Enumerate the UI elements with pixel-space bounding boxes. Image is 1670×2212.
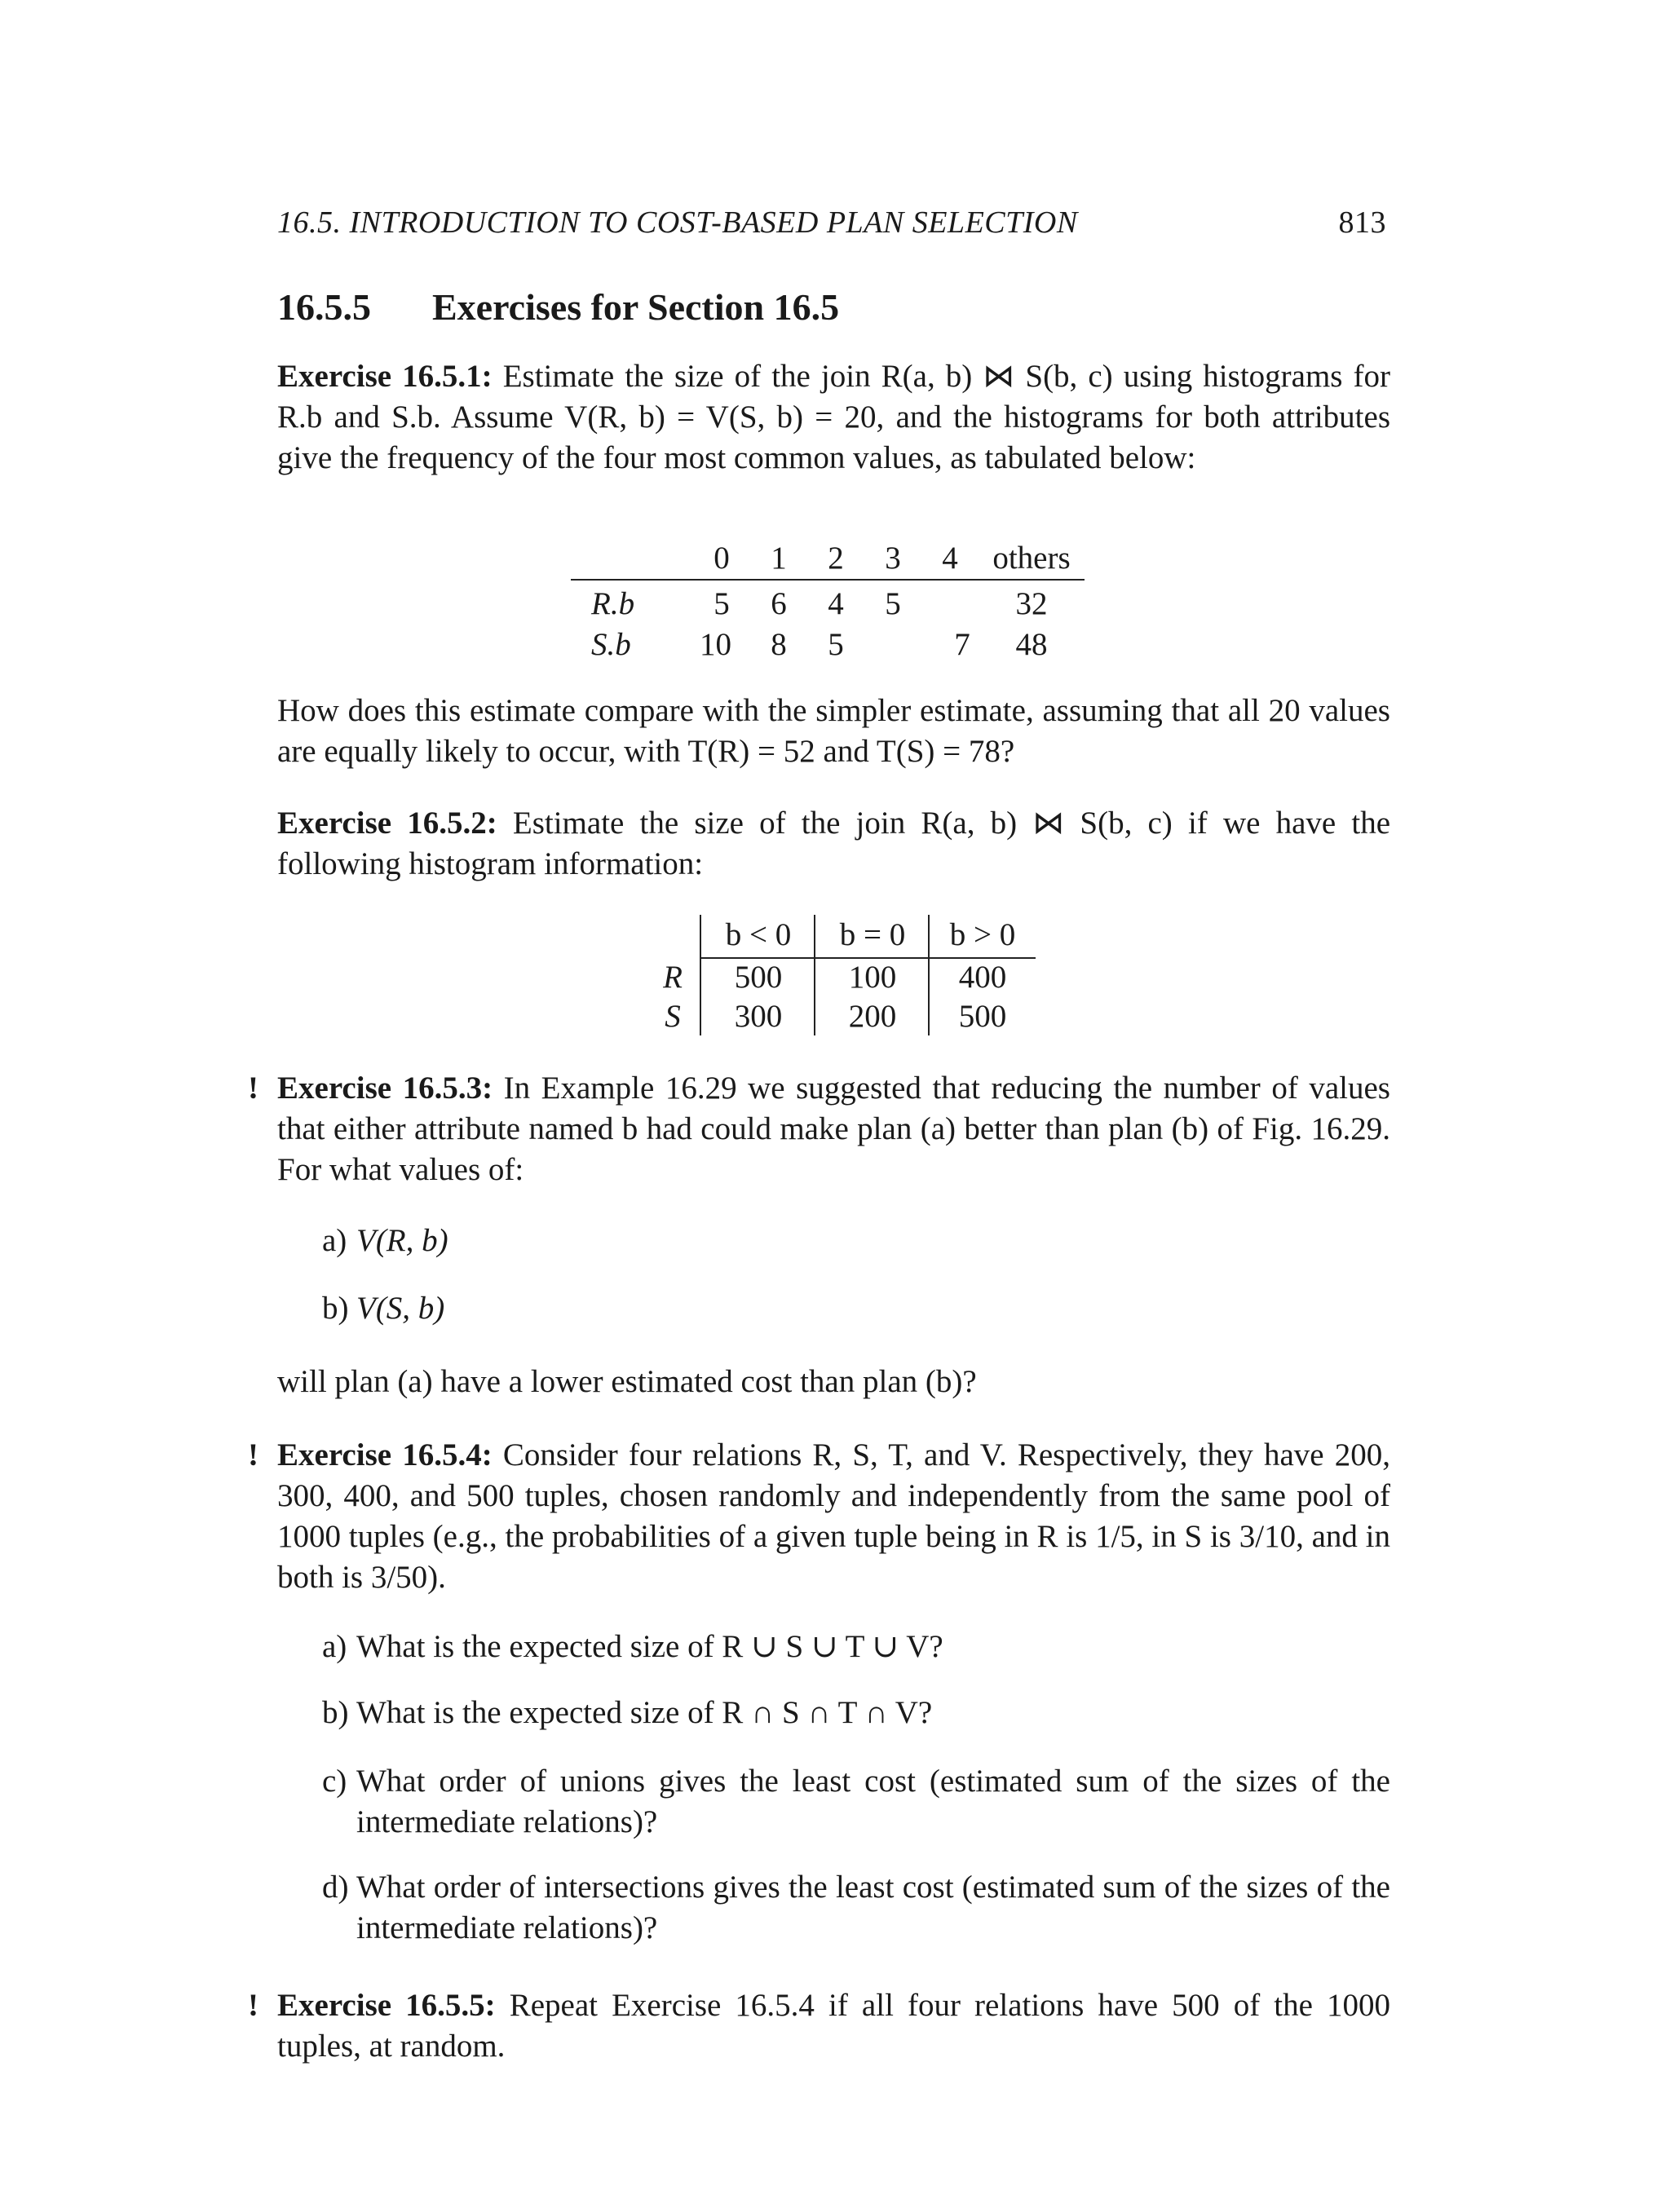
exercise-text: Estimate the size of the join R(a, b) ⋈ S(b, c) using histograms for R.b and S.b. Assume V(R, b) = V(S, b) = 20, and the histograms for both attributes give the frequency of the four most common values, as tabulated below:: [277, 359, 1391, 475]
table-cell: 4: [828, 586, 844, 621]
exercise-text: Estimate the size of the join R(a, b) ⋈ S(b, c) if we have the following histogram information:: [277, 806, 1390, 881]
difficulty-mark: !: [248, 1437, 258, 1472]
table-cell: 5: [885, 586, 901, 621]
exercise-16-5-1-followup: How does this estimate compare with the simpler estimate, assuming that all 20 values are equally likely to occur, with T(R) = 52 and T(S) = 78?: [277, 693, 1390, 769]
table-cell: 32: [1015, 586, 1048, 621]
list-item-text: What is the expected size of R ∩ S ∩ T ∩ V?: [356, 1695, 933, 1730]
table-cell: 300: [734, 999, 783, 1034]
table-cell: 500: [734, 960, 783, 995]
exercise-16-5-5: [248, 1985, 1391, 2067]
list-item-text: What is the expected size of R ∪ S ∪ T ∪ V?: [356, 1629, 943, 1664]
table-row-label: S: [665, 999, 681, 1034]
table-header-cell: 3: [885, 541, 901, 576]
running-title: 16.5. INTRODUCTION TO COST-BASED PLAN SELECTION: [277, 205, 1078, 240]
list-item-text: What order of unions gives the least cost (estimated sum of the sizes of the intermediate relations)?: [356, 1764, 1390, 1839]
table-cell: 6: [771, 586, 787, 621]
exercise-16-5-3-closing: will plan (a) have a lower estimated cost than plan (b)?: [277, 1364, 977, 1399]
table-cell: 100: [848, 960, 897, 995]
table-row-label: R.b: [591, 586, 635, 621]
difficulty-mark: !: [248, 1071, 258, 1106]
list-item-label: d): [322, 1870, 349, 1905]
exercise-label: Exercise 16.5.4:: [277, 1437, 493, 1472]
table-header-cell: b > 0: [949, 917, 1016, 952]
exercise-label: Exercise 16.5.1:: [277, 359, 493, 394]
section-number: 16.5.5: [277, 286, 371, 328]
table-header-cell: 2: [828, 541, 844, 576]
exercise-16-5-1: [277, 356, 1390, 479]
running-head: [277, 202, 1386, 243]
section-heading: [277, 287, 839, 328]
exercise-16-5-4: [248, 1435, 1390, 1598]
list-item-label: a): [322, 1223, 347, 1258]
list-item-text: V(S, b): [356, 1291, 445, 1326]
exercise-16-5-3: [248, 1068, 1390, 1190]
page-number: 813: [1338, 205, 1386, 240]
list-item-label: c): [322, 1764, 347, 1799]
table-header-cell: 4: [942, 541, 958, 576]
histogram-table-1: [571, 538, 1085, 669]
histogram-table-2: [636, 915, 1036, 1037]
table-cell: 7: [954, 627, 970, 662]
exercise-label: Exercise 16.5.2:: [277, 806, 497, 841]
table-header-cell: others: [992, 541, 1071, 576]
section-title: Exercises for Section 16.5: [432, 286, 840, 328]
table-header-cell: b = 0: [839, 917, 906, 952]
exercise-text: Repeat Exercise 16.5.4 if all four relations have 500 of the 1000 tuples, at random.: [277, 1988, 1391, 2064]
table-header-cell: 1: [771, 541, 787, 576]
table-cell: 200: [848, 999, 897, 1034]
list-item-label: b): [322, 1695, 349, 1730]
list-item-text: V(R, b): [356, 1223, 448, 1258]
exercise-text: In Example 16.29 we suggested that reducing the number of values that either attribute named b had could make plan (a) better than plan (b) of Fig. 16.29. For what values of:: [277, 1071, 1390, 1187]
table-cell: 5: [828, 627, 844, 662]
list-item-text: What order of intersections gives the least cost (estimated sum of the sizes of the intermediate relations)?: [356, 1870, 1390, 1945]
table-cell: 5: [714, 586, 730, 621]
table-cell: 8: [771, 627, 787, 662]
exercise-label: Exercise 16.5.3:: [277, 1071, 493, 1106]
table-row-label: S.b: [591, 627, 631, 662]
difficulty-mark: !: [248, 1988, 258, 2023]
exercise-label: Exercise 16.5.5:: [277, 1988, 496, 2023]
list-item-label: a): [322, 1629, 347, 1664]
exercise-16-5-2: [277, 803, 1390, 885]
table-cell: 48: [1015, 627, 1048, 662]
table-row-label: R: [663, 960, 683, 995]
table-header-cell: b < 0: [725, 917, 792, 952]
exercise-text: Consider four relations R, S, T, and V. Respectively, they have 200, 300, 400, and 500 tuples, chosen randomly and independently from the same pool of 1000 tuples (e.g., the probabilities of a given tuple being in R is 1/5, in S is 3/10, and in both is 3/50).: [277, 1437, 1390, 1595]
table-cell: 400: [958, 960, 1007, 995]
list-item-label: b): [322, 1291, 349, 1326]
table-cell: 500: [958, 999, 1007, 1034]
table-rule: [571, 579, 1085, 581]
table-header-cell: 0: [714, 541, 730, 576]
table-cell: 10: [700, 627, 731, 662]
